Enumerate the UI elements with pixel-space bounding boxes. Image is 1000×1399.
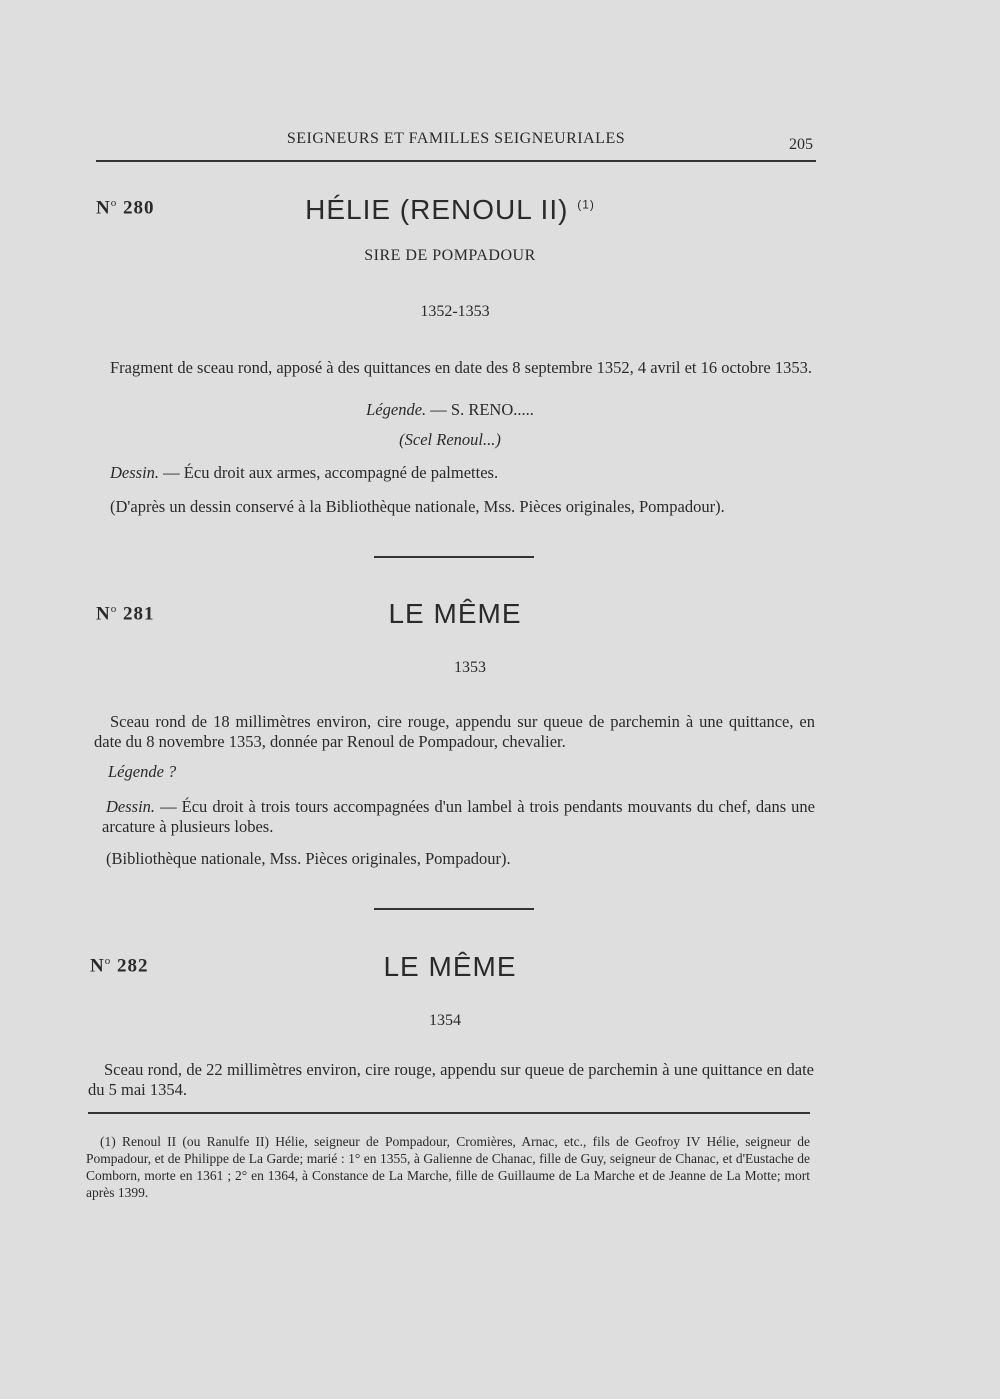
entry-design-281: Dessin. — Écu droit à trois tours accompagnées d'un lambel à trois pendants mouvants du chef, dans une arcature à plusieurs lobes. (102, 797, 816, 836)
header-rule (96, 160, 816, 162)
entry-subtitle-280: SIRE DE POMPADOUR (364, 247, 536, 264)
entry-number-282: $N^o$ 282 (90, 955, 149, 977)
entry-description-282: Sceau rond, de 22 millimètres environ, cire rouge, appendu sur queue de parchemin à une quittance en date du 5 mai 1354. (88, 1060, 814, 1099)
footnote: (1) Renoul II (ou Ranulfe II) Hélie, seigneur de Pompadour, Cromières, Arnac, etc., fils de Geofroy IV Hélie, seigneur de Pompadour, et de Philippe de La Garde; marié : 1° en 1355, à Galienne de Chanac, fille de Guy, seigneur de Chanac, et d'Eustache de Comborn, morte en 1361 ; 2° en 1364, à Constance de La Marche, fille de Guillaume de La Marche et de Jeanne de La Motte; mort après 1399. (86, 1134, 810, 1200)
entry-date-281: 1353 (454, 659, 486, 676)
section-divider (374, 908, 534, 910)
entry-number-280: $N^o$ 280 (96, 197, 155, 219)
entry-title-280: HÉLIE (RENOUL II) $^{(1)}$ (305, 194, 595, 225)
running-header: SEIGNEURS ET FAMILLES SEIGNEURIALES (286, 130, 626, 147)
entry-title-281: LE MÊME (388, 598, 522, 629)
entry-design-280: Dessin. — Écu droit aux armes, accompagné de palmettes. (110, 463, 499, 482)
entry-legend-reading-280: (Scel Renoul...) (399, 430, 501, 449)
entry-legend-280: Légende. — S. RENO..... (366, 400, 534, 419)
entry-date-282: 1354 (429, 1012, 461, 1029)
entry-number-281: $N^o$ 281 (96, 603, 155, 625)
entry-description-281: Sceau rond de 18 millimètres environ, cire rouge, appendu sur queue de parchemin à une quittance, en date du 8 novembre 1353, donnée par Renoul de Pompadour, chevalier. (94, 712, 815, 751)
entry-source-281: (Bibliothèque nationale, Mss. Pièces originales, Pompadour). (106, 849, 511, 868)
footnote-rule (88, 1112, 810, 1114)
section-divider (374, 556, 534, 558)
entry-description-280: Fragment de sceau rond, apposé à des quittances en date des 8 septembre 1352, 4 avril et 16 octobre 1353. (110, 358, 812, 377)
entry-legend-281: Légende ? (108, 762, 177, 781)
footnote-ref: (1) (577, 197, 595, 212)
page-number: 205 (789, 136, 813, 153)
entry-source-280: (D'après un dessin conservé à la Bibliothèque nationale, Mss. Pièces originales, Pompadour). (110, 497, 725, 516)
entry-title-282: LE MÊME (383, 951, 517, 982)
entry-date-280: 1352-1353 (420, 303, 490, 320)
